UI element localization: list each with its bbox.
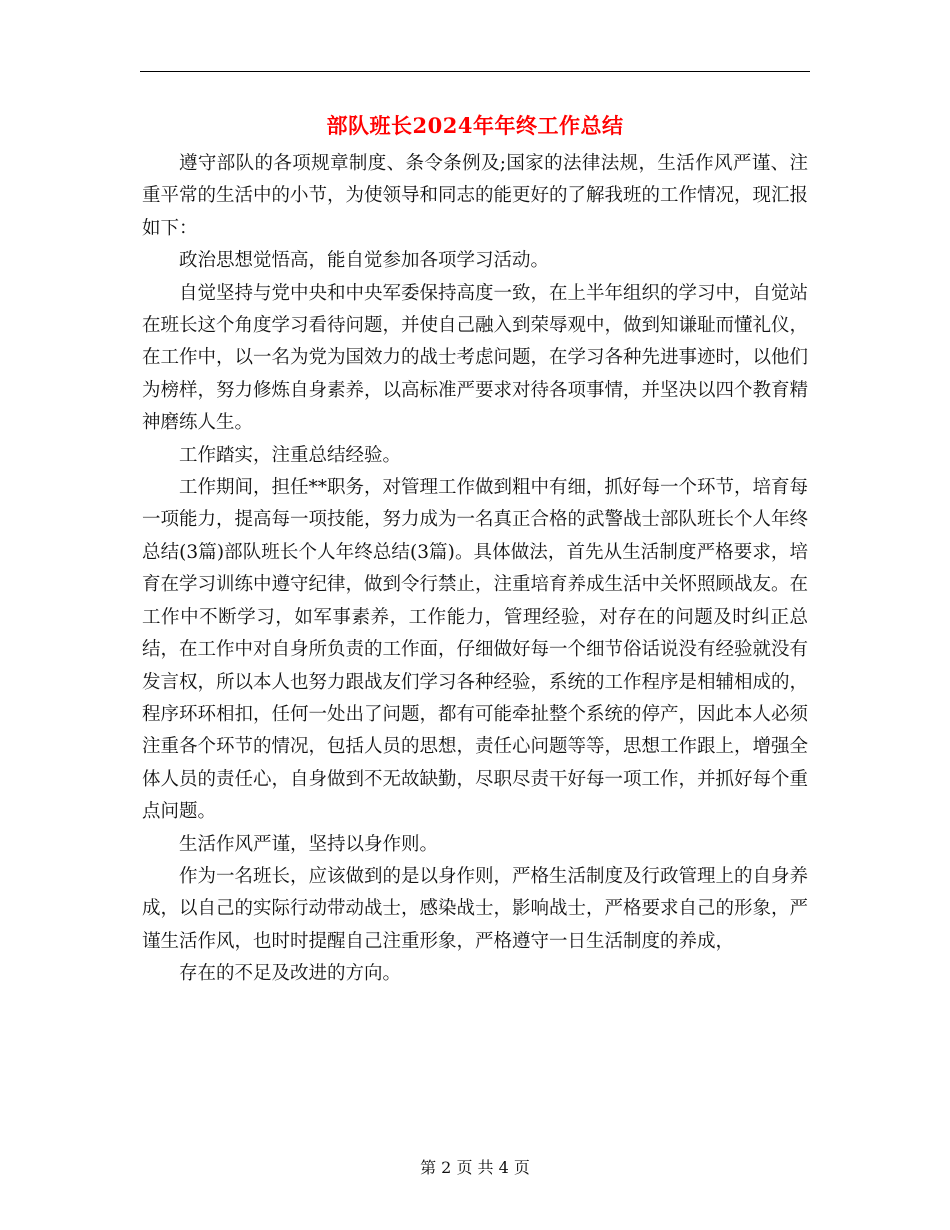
document-title: 部队班长2024年年终工作总结 <box>326 113 624 138</box>
paragraph: 政治思想觉悟高，能自觉参加各项学习活动。 <box>179 250 550 272</box>
paragraph: 生活作风严谨，坚持以身作则。 <box>179 833 439 855</box>
paragraph: 作为一名班长，应该做到的是以身作则，严格生活制度及行政管理上的自身养成，以自己的实际行动带动战士，感染战士，影响战士，严格要求自己的形象，严谨生活作风，也时时提醒自己注重形象，严格遵守一日生活制度的养成， <box>142 865 809 952</box>
header-rule <box>140 71 810 72</box>
paragraph: 工作踏实，注重总结经验。 <box>179 444 402 466</box>
paragraph: 工作期间，担任**职务，对管理工作做到粗中有细，抓好每一个环节，培育每一项能力，提高每一项技能，努力成为一名真正合格的武警战士部队班长个人年终总结(3篇)部队班长个人年终总结(3篇)。具体做法，首先从生活制度严格要求，培育在学习训练中遵守纪律，做到令行禁止，注重培育养成生活中关怀照顾战友。在工作中不断学习，如军事素养，工作能力，管理经验，对存在的问题及时纠正总结，在工作中对自身所负责的工作面，仔细做好每一个细节俗话说没有经验就没有发言权，所以本人也努力跟战友们学习各种经验，系统的工作程序是相辅相成的，程序环环相扣，任何一处出了问题，都有可能牵扯整个系统的停产，因此本人必须注重各个环节的情况，包括人员的思想，责任心问题等等，思想工作跟上，增强全体人员的责任心，自身做到不无故缺勤，尽职尽责干好每一项工作，并抓好每个重点问题。 <box>142 477 809 823</box>
paragraph: 存在的不足及改进的方向。 <box>179 963 402 985</box>
paragraph: 遵守部队的各项规章制度、条令条例及;国家的法律法规，生活作风严谨、注重平常的生活中的小节，为使领导和同志的能更好的了解我班的工作情况，现汇报如下： <box>142 153 809 239</box>
paragraph: 自觉坚持与党中央和中央军委保持高度一致，在上半年组织的学习中，自觉站在班长这个角度学习看待问题，并使自己融入到荣辱观中，做到知谦耻而懂礼仪，在工作中，以一名为党为国效力的战士考虑问题，在学习各种先进事迹时，以他们为榜样，努力修炼自身素养，以高标准严要求对待各项事情，并坚决以四个教育精神磨练人生。 <box>142 282 809 434</box>
page-footer: 第 2 页 共 4 页 <box>420 1158 530 1177</box>
document-body <box>142 148 808 991</box>
